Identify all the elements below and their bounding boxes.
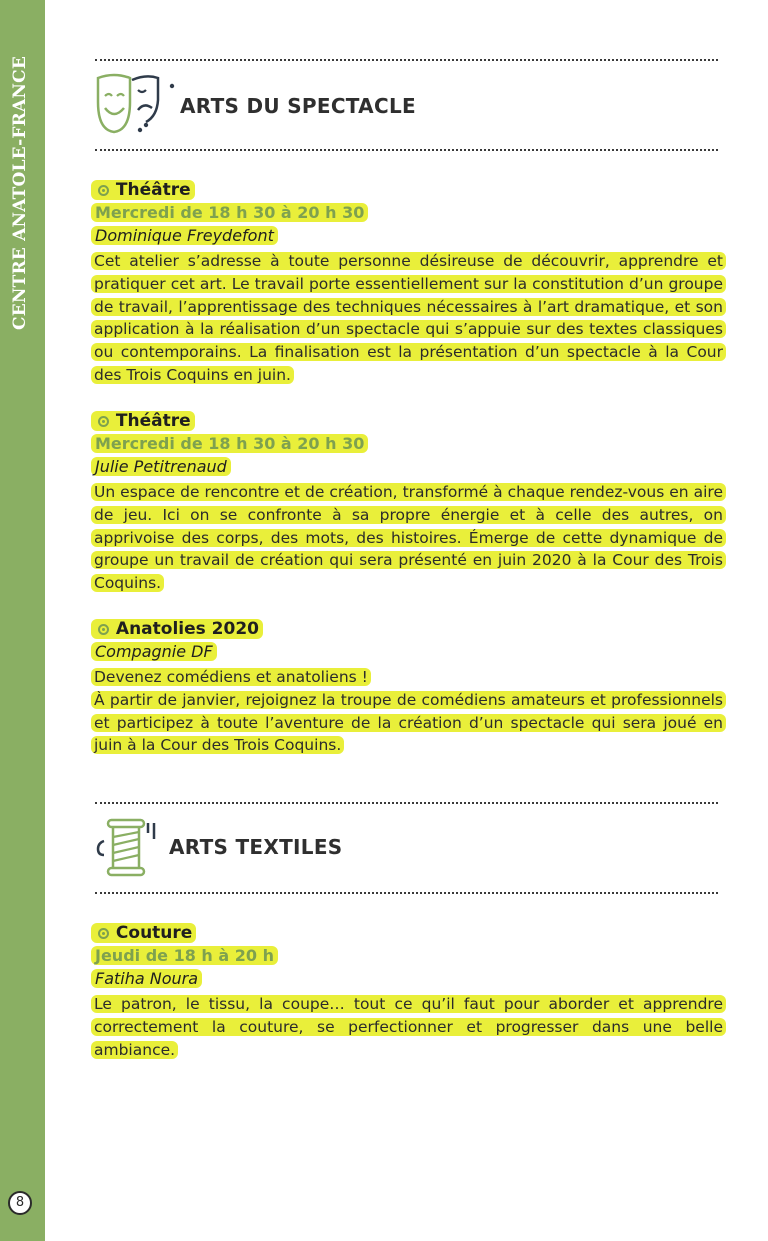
section-title: ARTS TEXTILES: [169, 835, 343, 859]
activity-instructor: Fatiha Noura: [91, 969, 202, 988]
activity-item: [91, 179, 726, 387]
section-title: ARTS DU SPECTACLE: [180, 94, 416, 118]
activity-time: Mercredi de 18 h 30 à 20 h 30: [91, 203, 368, 222]
bullet-icon: [98, 185, 109, 196]
activity-title: Théâtre: [115, 411, 191, 431]
activity-instructor: Julie Petitrenaud: [91, 457, 231, 476]
section-divider-top: [95, 802, 718, 804]
activity-time: Mercredi de 18 h 30 à 20 h 30: [91, 434, 368, 453]
activity-title: Théâtre: [115, 180, 191, 200]
activity-title: Anatolies 2020: [115, 619, 259, 639]
activity-description: Le patron, le tissu, la coupe… tout ce qu’il faut pour aborder et apprendre correctement la couture, se perfectionner et progresser dans une belle ambiance.: [91, 995, 726, 1059]
bullet-icon: [98, 928, 109, 939]
activity-description: À partir de janvier, rejoignez la troupe de comédiens amateurs et professionnels et participez à toute l’aventure de la création d’un spectacle qui sera joué en juin à la Cour des Trois Coquins.: [91, 691, 726, 755]
activity-item: [91, 618, 726, 757]
activity-item: [91, 922, 726, 1061]
section-divider-bottom: [95, 892, 718, 894]
page-number: 8: [8, 1191, 32, 1215]
activity-item: [91, 410, 726, 595]
bullet-icon: [98, 624, 109, 635]
activity-title: Couture: [115, 923, 193, 943]
activity-description: Un espace de rencontre et de création, transformé à chaque rendez-vous en aire de jeu. Ici on se confronte à sa propre énergie et à celle des autres, on apprivoise des corps, des mots, des histoires. Émerge de cette dynamique de groupe un travail de création qui sera présenté en juin 2020 à la Cour des Trois Coquins.: [91, 483, 726, 592]
sidebar: [0, 0, 45, 1241]
sidebar-label: CENTRE ANATOLE-FRANCE: [10, 55, 30, 330]
activity-instructor: Dominique Freydefont: [91, 226, 278, 245]
activity-instructor: Compagnie DF: [91, 642, 217, 661]
section-divider-top: [95, 59, 718, 61]
bullet-icon: [98, 416, 109, 427]
thread-spool-icon: [94, 817, 160, 879]
theater-masks-icon: [94, 72, 176, 138]
activity-description: Cet atelier s’adresse à toute personne désireuse de découvrir, apprendre et pratiquer cet art. Le travail porte essentiellement sur la constitution d’un groupe de travail, l’apprentissage des techniques nécessaires à l’art dramatique, et son application à la réalisation d’un spectacle qui s’appuie sur des textes classiques ou contemporains. La finalisation est la présentation d’un spectacle à la Cour des Trois Coquins en juin.: [91, 252, 726, 384]
section-divider-bottom: [95, 149, 718, 151]
activity-time: Jeudi de 18 h à 20 h: [91, 946, 278, 965]
activity-description-intro: Devenez comédiens et anatoliens !: [91, 668, 371, 686]
